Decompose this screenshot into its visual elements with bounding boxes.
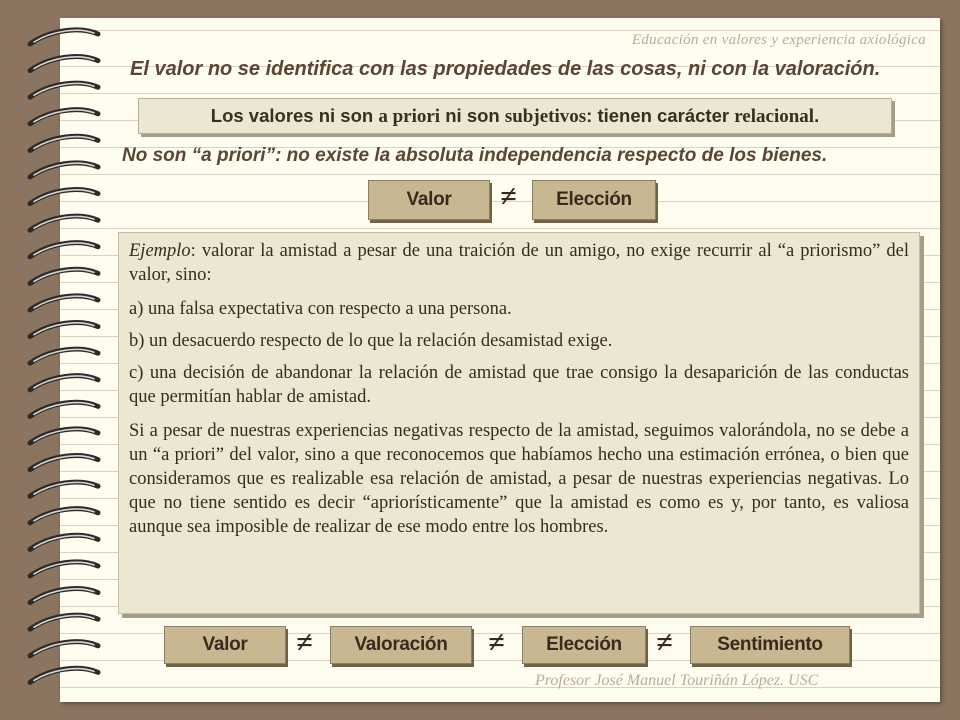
not-equal-symbol-3: ≠ bbox=[656, 626, 673, 659]
not-equal-symbol-top: ≠ bbox=[500, 180, 517, 213]
example-text bbox=[129, 239, 909, 549]
spiral-binding bbox=[0, 0, 110, 720]
valoracion-box: Valoración bbox=[330, 626, 472, 664]
valor-box-top: Valor bbox=[368, 180, 490, 220]
example-item-a: a) una falsa expectativa con respecto a una persona. bbox=[129, 299, 512, 319]
thesis-part-1: Los valores ni son bbox=[210, 105, 379, 126]
term-a-priori: a priori bbox=[378, 106, 441, 127]
example-item-c: c) una decisión de abandonar la relación de amistad que trae consigo la desaparición de las conductas que permitían hablar de amistad. bbox=[129, 363, 909, 407]
example-intro-text: : valorar la amistad a pesar de una traición de un amigo, no exige recurrir al “a priorismo” del valor, sino: bbox=[129, 241, 909, 285]
thesis-part-2: ni son bbox=[440, 105, 505, 126]
example-conclusion: Si a pesar de nuestras experiencias negativas respecto de la amistad, seguimos valorándola, no se debe a un “a priori” del valor, sino a que reconocemos que habíamos hecho una estimación errónea, o bien que consideramos que es realizable esa relación de amistad, a pesar de nuestras experiencias negativas. Lo que no tiene sentido es decir “apriorísticamente” que la amistad es como es y, por tanto, es valiosa aunque sea imposible de realizar de ese modo entre los hombres. bbox=[129, 421, 909, 537]
slide-title: El valor no se identifica con las propiedades de las cosas, ni con la valoración. bbox=[130, 58, 881, 80]
header-note: Educación en valores y experiencia axiológica bbox=[631, 32, 926, 48]
example-lead: Ejemplo bbox=[129, 241, 191, 261]
thesis-part-4: . bbox=[814, 105, 820, 126]
thesis-part-3: : tienen carácter bbox=[586, 105, 735, 126]
term-subjetivos: subjetivos bbox=[504, 106, 587, 127]
thesis-banner bbox=[138, 98, 892, 134]
example-intro bbox=[129, 239, 909, 287]
footer-credit: Profesor José Manuel Touriñán López. USC bbox=[535, 672, 819, 689]
not-equal-symbol-1: ≠ bbox=[296, 626, 313, 659]
term-relacional: relacional bbox=[734, 106, 815, 127]
not-equal-symbol-2: ≠ bbox=[488, 626, 505, 659]
sentimiento-box: Sentimiento bbox=[690, 626, 850, 664]
eleccion-box-bottom: Elección bbox=[522, 626, 646, 664]
subtitle: No son “a priori”: no existe la absoluta independencia respecto de los bienes. bbox=[122, 145, 828, 166]
thesis-text bbox=[139, 105, 891, 128]
example-item-b: b) un desacuerdo respecto de lo que la relación desamistad exige. bbox=[129, 331, 613, 351]
eleccion-box-top: Elección bbox=[532, 180, 656, 220]
valor-box-bottom: Valor bbox=[164, 626, 286, 664]
example-panel bbox=[118, 232, 920, 614]
